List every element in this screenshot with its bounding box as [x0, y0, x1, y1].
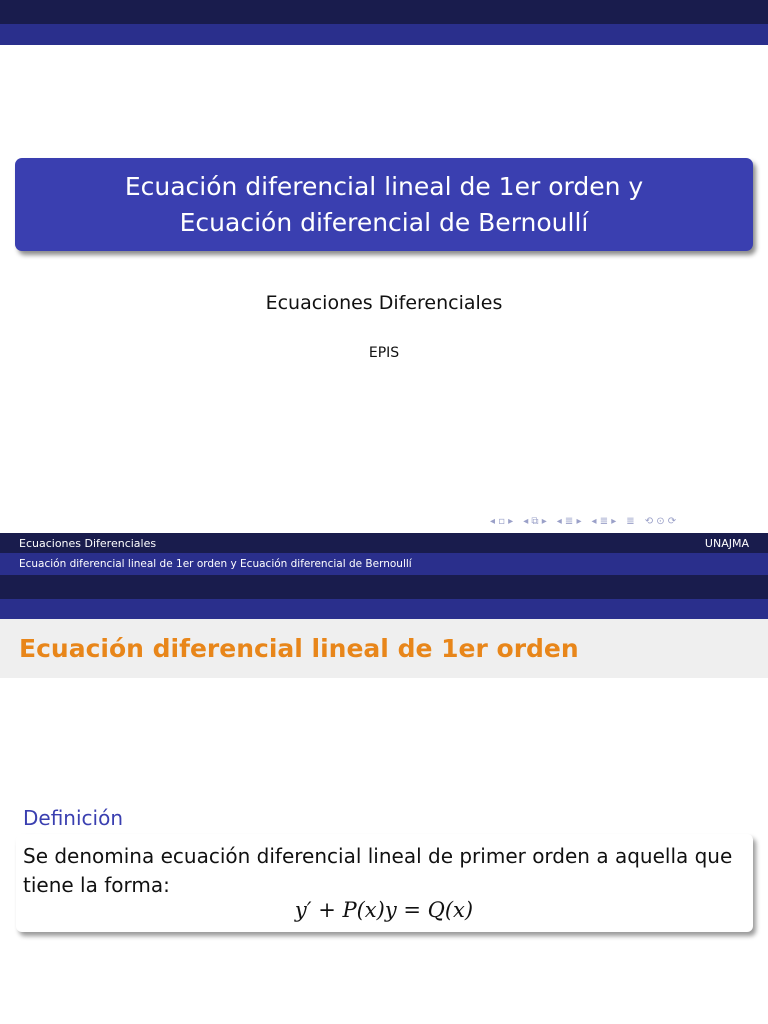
footer-section-bar — [0, 553, 768, 575]
title-box — [15, 158, 753, 251]
subtitle: Ecuaciones Diferenciales — [265, 292, 503, 314]
slide2-header-bar-dark — [0, 575, 768, 599]
navigation-controls — [490, 512, 760, 530]
footer-title: Ecuaciones Diferenciales — [19, 536, 157, 550]
header-bar-dark — [0, 0, 768, 24]
institute: EPIS — [368, 345, 400, 361]
nav-section-icon[interactable]: ◂ ≣ ▸ — [591, 515, 617, 527]
footer-bar — [0, 533, 768, 553]
nav-toc-icon[interactable]: ≣ — [626, 515, 635, 527]
definition-equation: y′ + P(x)y = Q(x) — [294, 898, 474, 922]
definition-text: Se denomina ecuación diferencial lineal de primer orden a aquella que tiene la forma: — [23, 844, 733, 897]
nav-frame-icon[interactable]: ◂ ⧉ ▸ — [523, 515, 547, 527]
nav-subsection-icon[interactable]: ◂ ≣ ▸ — [556, 515, 582, 527]
footer-institution: UNAJMA — [704, 536, 749, 550]
footer-section-title: Ecuación diferencial lineal de 1er orden y Ecuación diferencial de Bernoullí — [19, 558, 412, 570]
frame-title: Ecuación diferencial lineal de 1er orden — [19, 634, 579, 663]
nav-search-icon[interactable]: ⟲ ⊙ ⟳ — [644, 515, 677, 527]
header-bar-blue — [0, 24, 768, 45]
slide2-header-bar-blue — [0, 599, 768, 619]
definition-title: Definición — [23, 806, 123, 830]
title-line-2: Ecuación diferencial de Bernoullí — [179, 207, 589, 237]
frame-title-bar — [0, 619, 768, 678]
title-line-1: Ecuación diferencial lineal de 1er orden y — [124, 171, 644, 201]
nav-slide-icon[interactable]: ◂ ▫ ▸ — [490, 515, 514, 527]
